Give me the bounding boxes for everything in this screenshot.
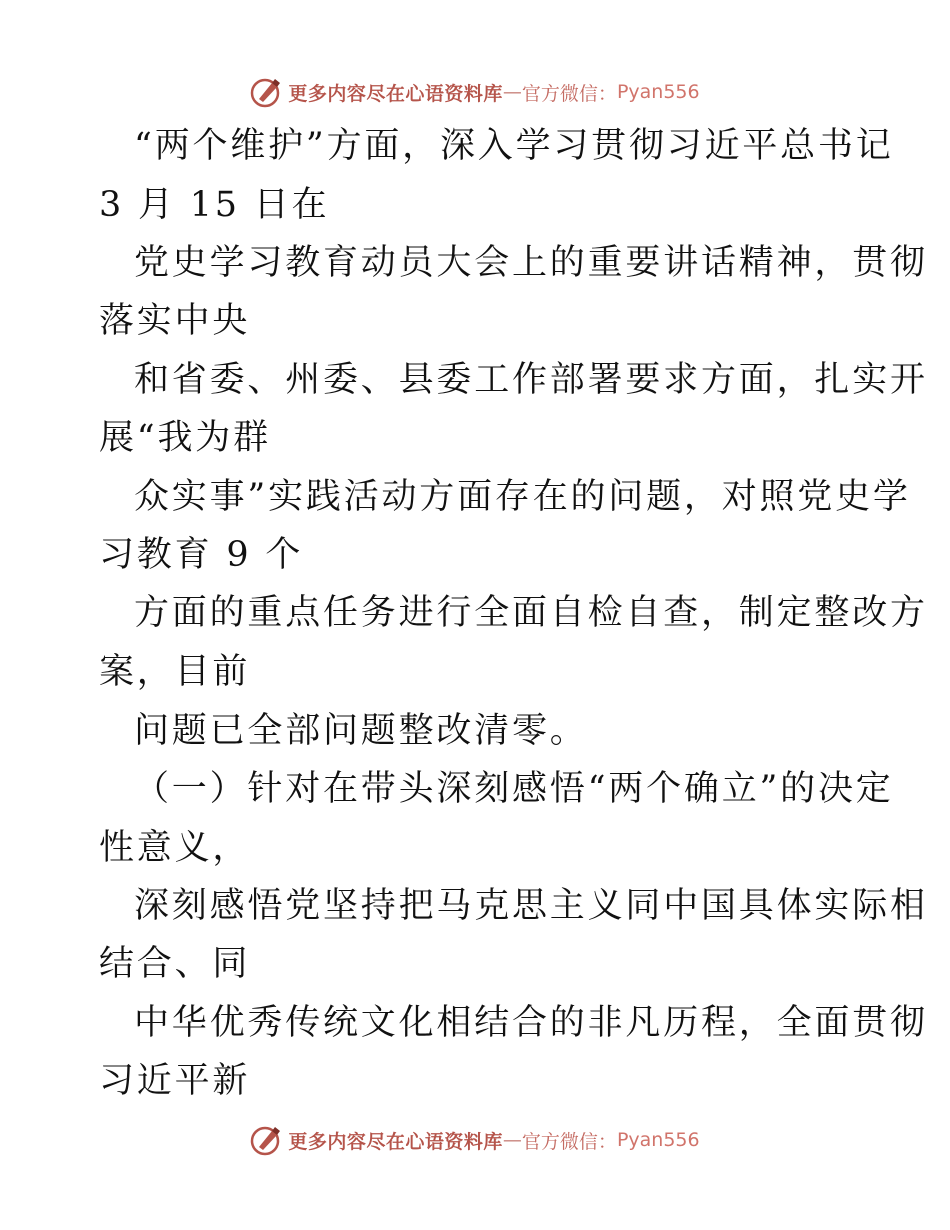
watermark-separator: — <box>502 81 522 103</box>
text-line: 和省委、州委、县委工作部署要求方面，扎实开 <box>134 360 928 400</box>
pen-nib-circle-icon <box>250 75 284 109</box>
text-line: 性意义， <box>99 828 251 868</box>
watermark-header <box>0 72 950 112</box>
watermark-separator: — <box>502 1129 522 1151</box>
watermark-main-text: 更多内容尽在心语资料库 <box>288 1130 503 1153</box>
text-line: 问题已全部问题整改清零。 <box>134 711 588 751</box>
text-line: 中华优秀传统文化相结合的非凡历程，全面贯彻 <box>134 1003 928 1043</box>
watermark-footer <box>0 1120 950 1160</box>
watermark-wechat-label: 官方微信： <box>521 82 617 105</box>
watermark-main-text: 更多内容尽在心语资料库 <box>288 82 503 105</box>
text-line: 案，目前 <box>99 652 251 692</box>
text-line: 展“我为群 <box>99 418 271 458</box>
text-line: 结合、同 <box>99 944 251 984</box>
text-line: “两个维护”方面，深入学习贯彻习近平总书记 <box>134 126 894 166</box>
text-line: 方面的重点任务进行全面自检自查，制定整改方 <box>134 593 928 633</box>
text-line: 习近平新 <box>99 1061 251 1101</box>
watermark-wechat-id: Pyan556 <box>616 81 700 103</box>
pen-nib-circle-icon <box>250 1123 284 1157</box>
text-line: （一）针对在带头深刻感悟“两个确立”的决定 <box>134 769 894 809</box>
text-line: 深刻感悟党坚持把马克思主义同中国具体实际相 <box>134 886 928 926</box>
text-line: 习教育 9 个 <box>99 535 304 575</box>
watermark-wechat-label: 官方微信： <box>521 1130 617 1153</box>
text-line: 党史学习教育动员大会上的重要讲话精神，贯彻 <box>134 243 928 283</box>
text-line: 众实事”实践活动方面存在的问题，对照党史学 <box>134 477 911 517</box>
text-line: 落实中央 <box>99 301 251 341</box>
watermark-wechat-id: Pyan556 <box>616 1129 700 1151</box>
text-line: 3 月 15 日在 <box>99 185 330 225</box>
